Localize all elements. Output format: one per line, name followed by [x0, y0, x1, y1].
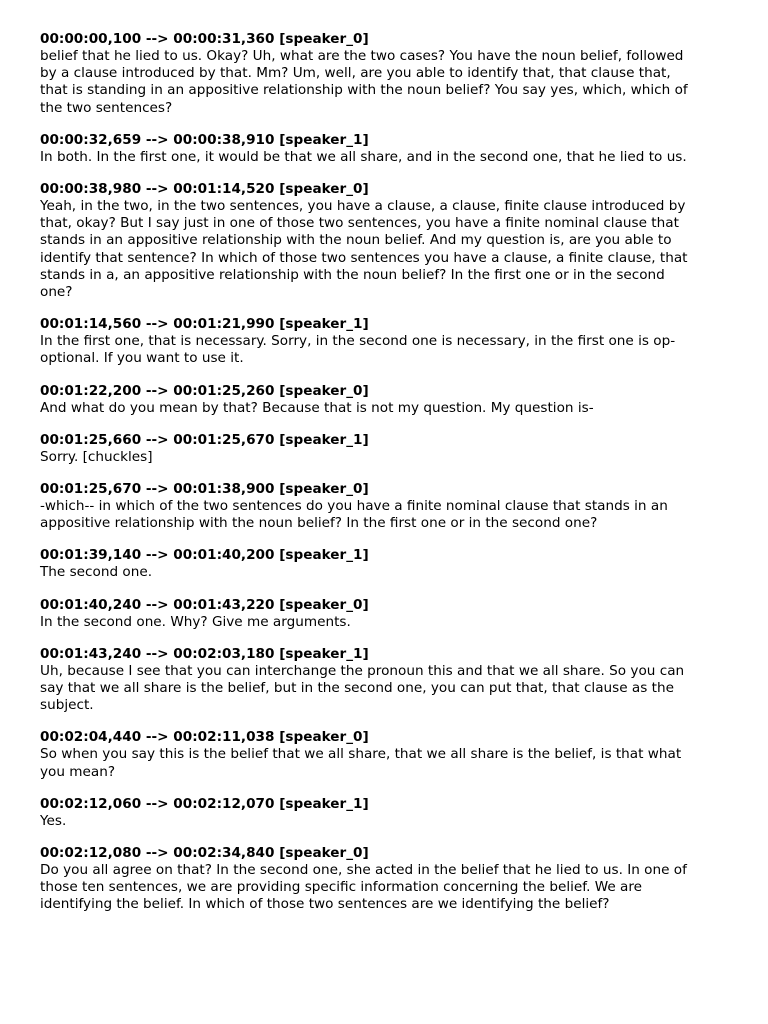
- entry-line: identifying the belief. In which of those two sentences are we identifying the belief?: [40, 896, 610, 913]
- transcript-entry: [40, 132, 730, 166]
- entry-header: 00:00:00,100 --> 00:00:31,360 [speaker_0]: [40, 31, 369, 47]
- entry-header: 00:02:12,060 --> 00:02:12,070 [speaker_1]: [40, 795, 369, 812]
- transcript-entry: [40, 481, 730, 532]
- entry-line: stands in a, an appositive relationship with the noun belief? In the first one or in the second: [40, 266, 665, 283]
- entry-line: those ten sentences, we are providing specific information concerning the belief. We are: [40, 879, 643, 896]
- entry-line: Yes.: [40, 812, 67, 829]
- entry-line: stands in an appositive relationship with the noun belief. And my question is, are you able to: [40, 232, 672, 249]
- entry-line: And what do you mean by that? Because that is not my question. My question is-: [40, 399, 594, 416]
- transcript-entry: [40, 729, 730, 780]
- transcript-entry: [40, 796, 730, 830]
- entry-line: Uh, because I see that you can interchange the pronoun this and that we all share. So you can: [40, 662, 685, 679]
- entry-header: 00:01:25,660 --> 00:01:25,670 [speaker_1]: [40, 431, 369, 448]
- entry-line: Yeah, in the two, in the two sentences, you have a clause, a clause, finite clause introduced by: [40, 198, 686, 215]
- entry-line: The second one.: [40, 564, 153, 581]
- entry-header: 00:00:32,659 --> 00:00:38,910 [speaker_1]: [40, 131, 369, 148]
- transcript-entry: [40, 597, 730, 631]
- transcript-entry: [40, 845, 730, 914]
- entry-line: So when you say this is the belief that we all share, that we all share is the belief, is that what: [40, 746, 682, 763]
- entry-line: appositive relationship with the noun belief? In the first one or in the second one?: [40, 515, 598, 532]
- entry-line: Sorry. [chuckles]: [40, 448, 153, 465]
- entry-header: 00:02:12,080 --> 00:02:34,840 [speaker_0]: [40, 845, 369, 862]
- transcript-entry: [40, 383, 730, 417]
- entry-line: by a clause introduced by that. Mm? Um, well, are you able to identify that, that clause that,: [40, 65, 671, 82]
- entry-header: 00:01:40,240 --> 00:01:43,220 [speaker_0]: [40, 596, 369, 613]
- transcript-entry: [40, 181, 730, 301]
- entry-header: 00:01:25,670 --> 00:01:38,900 [speaker_0]: [40, 481, 369, 498]
- entry-line: Do you all agree on that? In the second one, she acted in the belief that he lied to us. In one of: [40, 862, 687, 879]
- entry-header: 00:01:39,140 --> 00:01:40,200 [speaker_1]: [40, 547, 369, 564]
- transcript-entry: [40, 547, 730, 581]
- entry-line: one?: [40, 284, 73, 301]
- entry-line: In both. In the first one, it would be that we all share, and in the second one, that he lied to us.: [40, 148, 687, 165]
- entry-line: subject.: [40, 697, 94, 714]
- entry-header: 00:00:38,980 --> 00:01:14,520 [speaker_0]: [40, 181, 369, 198]
- entry-line: In the first one, that is necessary. Sorry, in the second one is necessary, in the first one is op-: [40, 333, 676, 350]
- entry-line: belief that he lied to us. Okay? Uh, what are the two cases? You have the noun belief, followed: [40, 48, 684, 64]
- entry-line: -which-- in which of the two sentences do you have a finite nominal clause that stands in an: [40, 498, 668, 515]
- entry-line: identify that sentence? In which of those two sentences you have a clause, a finite clause, that: [40, 249, 688, 266]
- entry-header: 00:02:04,440 --> 00:02:11,038 [speaker_0]: [40, 729, 369, 746]
- entry-header: 00:01:22,200 --> 00:01:25,260 [speaker_0]: [40, 382, 369, 399]
- transcript-entry: [40, 432, 730, 466]
- transcript-entry: [40, 646, 730, 715]
- entry-line: that is standing in an appositive relationship with the noun belief? You say yes, which, which of: [40, 82, 688, 99]
- transcript-page: [40, 31, 730, 929]
- entry-line: say that we all share is the belief, but in the second one, you can put that, that clause as the: [40, 680, 674, 697]
- transcript-entry: [40, 31, 730, 117]
- entry-header: 00:01:14,560 --> 00:01:21,990 [speaker_1]: [40, 316, 369, 333]
- entry-line: optional. If you want to use it.: [40, 350, 244, 367]
- entry-line: the two sentences?: [40, 99, 173, 116]
- entry-line: that, okay? But I say just in one of those two sentences, you have a finite nominal clause that: [40, 215, 679, 232]
- transcript-entry: [40, 316, 730, 367]
- entry-header: 00:01:43,240 --> 00:02:03,180 [speaker_1]: [40, 645, 369, 662]
- entry-line: you mean?: [40, 763, 116, 780]
- entry-line: In the second one. Why? Give me arguments.: [40, 613, 351, 630]
